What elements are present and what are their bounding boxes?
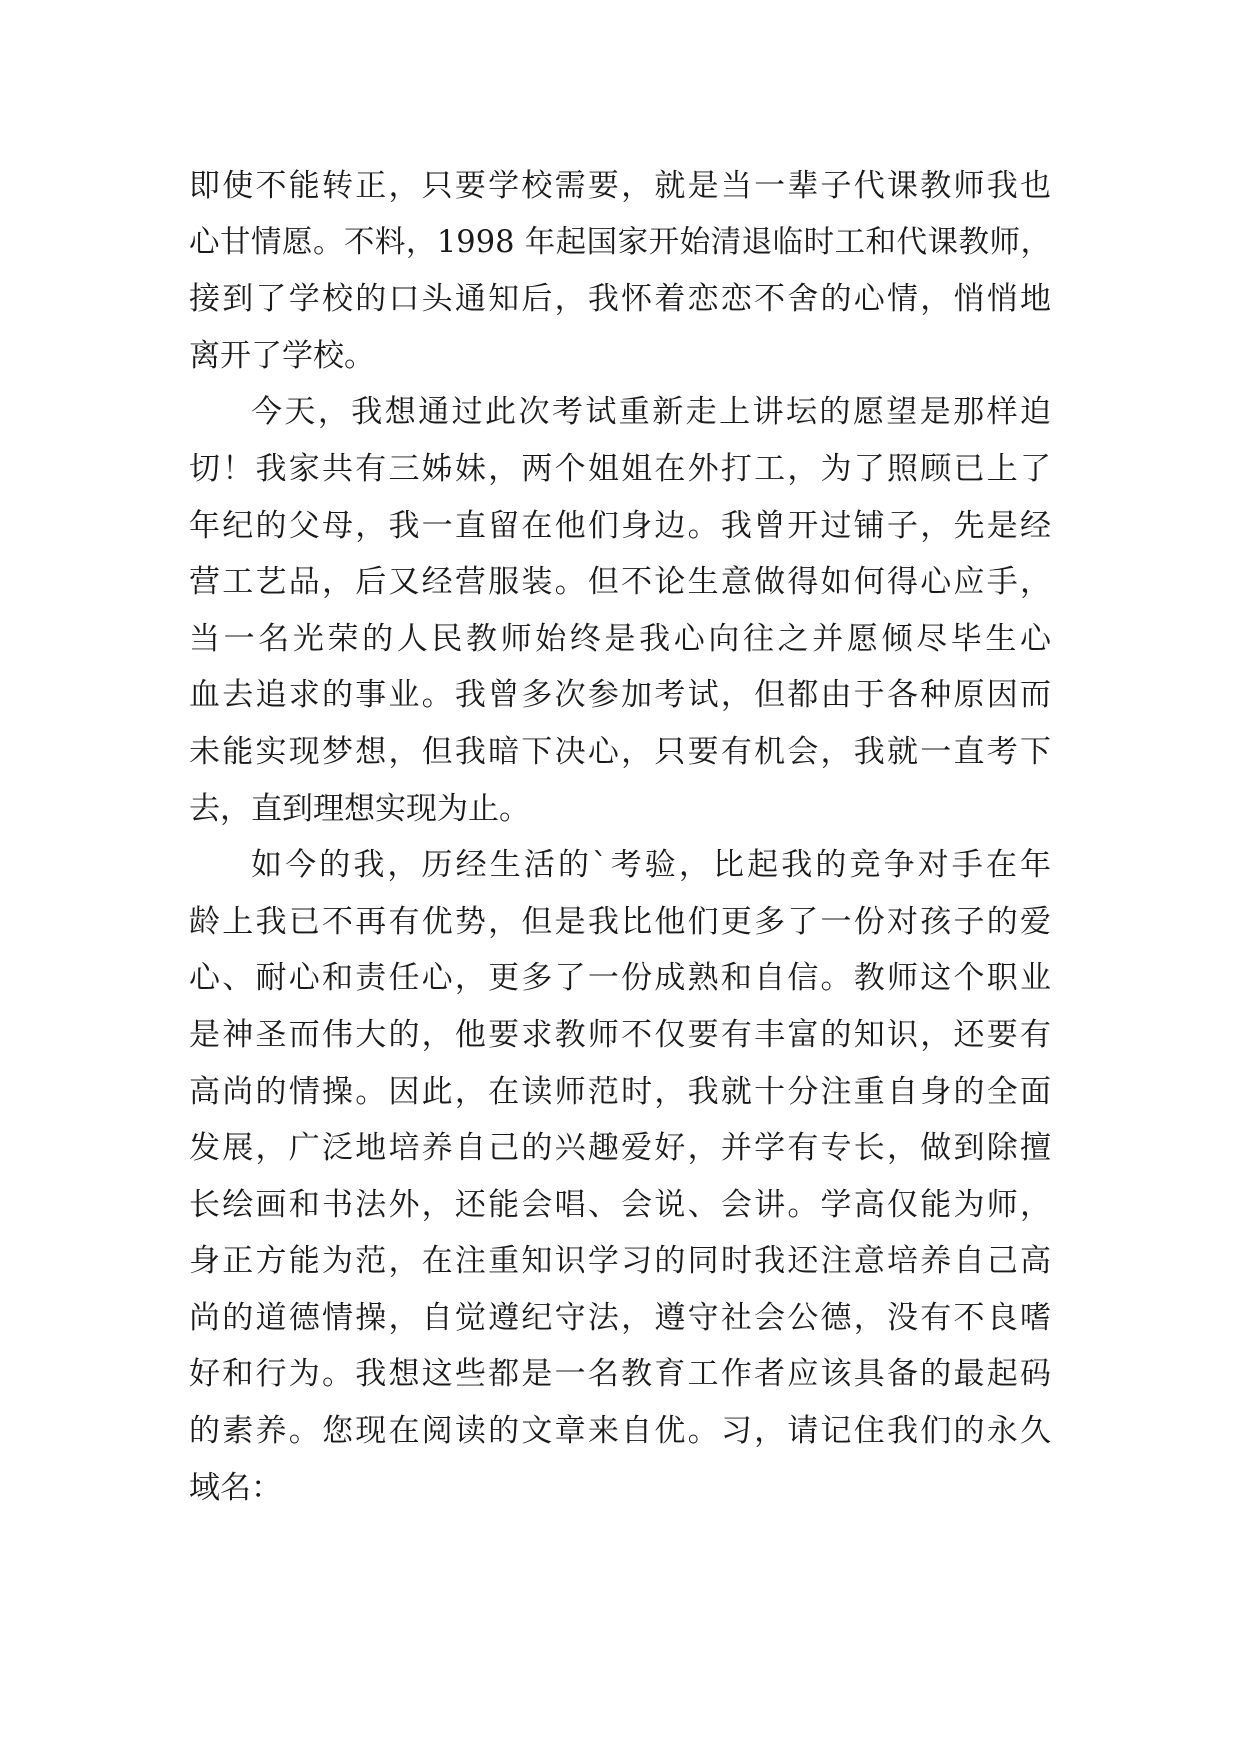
text-line: 高尚的情操。因此，在读师范时，我就十分注重自身的全面 bbox=[189, 1073, 1051, 1110]
text-line: 心甘情愿。不料，1998 年起国家开始清退临时工和代课教师， bbox=[189, 224, 1051, 260]
text-line: 今天，我想通过此次考试重新走上讲坛的愿望是那样迫 bbox=[251, 394, 1051, 431]
text-line: 的素养。您现在阅读的文章来自优。习，请记住我们的永久 bbox=[189, 1413, 1051, 1450]
text-line: 发展，广泛地培养自己的兴趣爱好，并学有专长，做到除擅 bbox=[189, 1130, 1051, 1167]
text-line: 当一名光荣的人民教师始终是我心向往之并愿倾尽毕生心 bbox=[189, 620, 1051, 657]
text-line: 域名： bbox=[189, 1469, 282, 1506]
text-line: 即使不能转正，只要学校需要，就是当一辈子代课教师我也 bbox=[189, 168, 1051, 204]
text-line: 好和行为。我想这些都是一名教育工作者应该具备的最起码 bbox=[189, 1356, 1051, 1393]
text-line: 尚的道德情操，自觉遵纪守法，遵守社会公德，没有不良嗜 bbox=[189, 1299, 1051, 1336]
text-line: 去，直到理想实现为止。 bbox=[189, 790, 530, 827]
text-line: 心、耐心和责任心，更多了一份成熟和自信。教师这个职业 bbox=[189, 960, 1051, 997]
text-line: 未能实现梦想，但我暗下决心，只要有机会，我就一直考下 bbox=[189, 733, 1051, 770]
text-line: 身正方能为范，在注重知识学习的同时我还注意培养自己高 bbox=[189, 1243, 1051, 1280]
text-line: 切！我家共有三姊妹，两个姐姐在外打工，为了照顾已上了 bbox=[189, 450, 1051, 487]
text-line: 接到了学校的口头通知后，我怀着恋恋不舍的心情，悄悄地 bbox=[189, 281, 1051, 318]
text-line: 长绘画和书法外，还能会唱、会说、会讲。学高仅能为师， bbox=[189, 1186, 1051, 1223]
text-line: 是神圣而伟大的，他要求教师不仅要有丰富的知识，还要有 bbox=[189, 1016, 1051, 1053]
text-line: 龄上我已不再有优势，但是我比他们更多了一份对孩子的爱 bbox=[189, 903, 1051, 940]
text-line: 如今的我，历经生活的`考验，比起我的竞争对手在年 bbox=[251, 847, 1051, 884]
text-line: 营工艺品，后又经营服装。但不论生意做得如何得心应手， bbox=[189, 564, 1051, 601]
text-line: 年纪的父母，我一直留在他们身边。我曾开过铺子，先是经 bbox=[189, 507, 1051, 544]
text-line: 血去追求的事业。我曾多次参加考试，但都由于各种原因而 bbox=[189, 677, 1051, 714]
text-line: 离开了学校。 bbox=[189, 337, 375, 374]
body-text bbox=[189, 158, 1051, 1516]
